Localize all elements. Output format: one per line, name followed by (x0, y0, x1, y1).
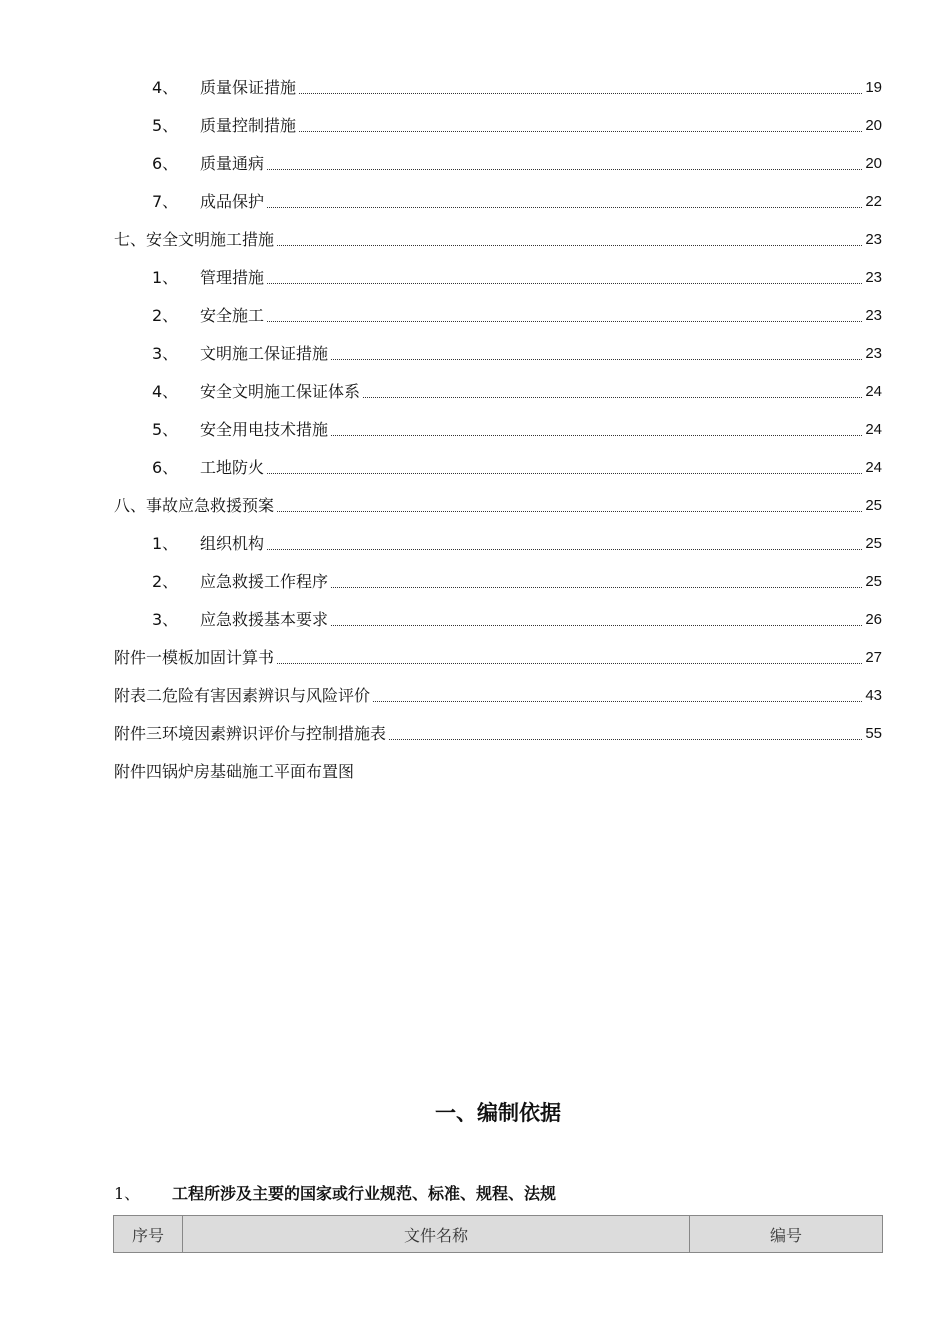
toc-entry[interactable] (152, 455, 882, 481)
toc-entry-page: 25 (865, 497, 882, 514)
toc-leader-dots (331, 625, 862, 626)
toc-entry[interactable] (152, 341, 882, 367)
toc-entry-number: 6、 (152, 458, 179, 477)
toc-entry-title: 质量控制措施 (200, 116, 297, 135)
toc-entry-page: 24 (865, 421, 882, 438)
toc-leader-dots (373, 701, 862, 702)
toc-entry-page: 43 (865, 687, 882, 704)
toc-entry-page: 23 (865, 269, 882, 286)
toc-entry-title: 安全施工 (200, 306, 265, 325)
section-heading: 一、编制依据 (435, 1101, 561, 1125)
toc-entry-number: 3、 (152, 344, 179, 363)
toc-entry-title: 附件一模板加固计算书 (114, 648, 275, 667)
toc-entry-number: 2、 (152, 572, 179, 591)
subsection-heading (114, 1181, 556, 1204)
toc-entry[interactable] (152, 569, 882, 595)
toc-entry-number: 3、 (152, 610, 179, 629)
toc-entry-title: 质量通病 (200, 154, 265, 173)
toc-entry-title: 组织机构 (200, 534, 265, 553)
toc-entry-number: 2、 (152, 306, 179, 325)
toc-leader-dots (331, 435, 862, 436)
toc-leader-dots (299, 93, 862, 94)
toc-entry-title: 安全文明施工保证体系 (200, 382, 361, 401)
toc-entry-page: 23 (865, 345, 882, 362)
toc-entry[interactable] (152, 75, 882, 101)
toc-leader-dots (277, 511, 862, 512)
toc-entry-number: 4、 (152, 78, 179, 97)
toc-entry-title: 附表二危险有害因素辨识与风险评价 (114, 686, 371, 705)
toc-entry-title: 安全用电技术措施 (200, 420, 329, 439)
toc-entry-page: 24 (865, 383, 882, 400)
toc-leader-dots (267, 169, 862, 170)
toc-entry[interactable] (152, 417, 882, 443)
toc-entry-title: 文明施工保证措施 (200, 344, 329, 363)
subsection-title: 工程所涉及主要的国家或行业规范、标准、规程、法规 (172, 1184, 557, 1203)
toc-entry[interactable] (152, 607, 882, 633)
toc-leader-dots (267, 283, 862, 284)
subsection-number: 1、 (114, 1184, 141, 1203)
toc-entry-title: 管理措施 (200, 268, 265, 287)
toc-entry-title: 应急救援工作程序 (200, 572, 329, 591)
column-header-code: 编号 (690, 1216, 883, 1253)
toc-entry-number: 6、 (152, 154, 179, 173)
toc-leader-dots (267, 473, 862, 474)
toc-entry-title: 质量保证措施 (200, 78, 297, 97)
toc-entry-page: 20 (865, 117, 882, 134)
toc-entry-page: 24 (865, 459, 882, 476)
standards-table (113, 1215, 883, 1253)
toc-leader-dots (267, 549, 862, 550)
table-header-row (114, 1216, 883, 1253)
toc-entry-page: 23 (865, 231, 882, 248)
toc-entry[interactable] (152, 189, 882, 215)
toc-appendix-entry[interactable] (114, 645, 882, 671)
toc-entry-page: 25 (865, 573, 882, 590)
toc-entry[interactable] (152, 151, 882, 177)
toc-leader-dots (267, 207, 862, 208)
toc-entry-page: 23 (865, 307, 882, 324)
toc-leader-dots (277, 663, 862, 664)
toc-entry-page: 55 (865, 725, 882, 742)
column-header-document-name: 文件名称 (183, 1216, 690, 1253)
toc-appendix-entry[interactable] (114, 721, 882, 747)
toc-entry-title: 七、安全文明施工措施 (114, 230, 275, 249)
toc-entry-number: 1、 (152, 268, 179, 287)
toc-entry-title: 附件三环境因素辨识评价与控制措施表 (114, 724, 387, 743)
toc-leader-dots (389, 739, 862, 740)
toc-leader-dots (299, 131, 862, 132)
toc-entry-page: 26 (865, 611, 882, 628)
toc-entry-number: 5、 (152, 420, 179, 439)
toc-entry[interactable] (152, 303, 882, 329)
toc-entry[interactable] (152, 265, 882, 291)
toc-leader-dots (267, 321, 862, 322)
toc-entry-page: 27 (865, 649, 882, 666)
toc-appendix-entry[interactable] (114, 759, 882, 785)
toc-entry-page: 20 (865, 155, 882, 172)
toc-leader-dots (331, 587, 862, 588)
toc-entry-title: 工地防火 (200, 458, 265, 477)
toc-entry-title: 应急救援基本要求 (200, 610, 329, 629)
toc-entry-number: 7、 (152, 192, 179, 211)
toc-entry-number: 5、 (152, 116, 179, 135)
toc-entry-title: 成品保护 (200, 192, 265, 211)
toc-chapter-entry[interactable] (114, 227, 882, 253)
toc-entry-number: 4、 (152, 382, 179, 401)
toc-entry-page: 25 (865, 535, 882, 552)
toc-leader-dots (277, 245, 862, 246)
toc-entry-title: 附件四锅炉房基础施工平面布置图 (114, 762, 355, 781)
toc-entry[interactable] (152, 379, 882, 405)
toc-entry-number: 1、 (152, 534, 179, 553)
toc-entry-page: 19 (865, 79, 882, 96)
column-header-index: 序号 (114, 1216, 183, 1253)
toc-entry[interactable] (152, 113, 882, 139)
toc-appendix-entry[interactable] (114, 683, 882, 709)
toc-entry-page: 22 (865, 193, 882, 210)
toc-leader-dots (363, 397, 862, 398)
toc-leader-dots (331, 359, 862, 360)
toc-entry[interactable] (152, 531, 882, 557)
toc-chapter-entry[interactable] (114, 493, 882, 519)
toc-entry-title: 八、事故应急救援预案 (114, 496, 275, 515)
